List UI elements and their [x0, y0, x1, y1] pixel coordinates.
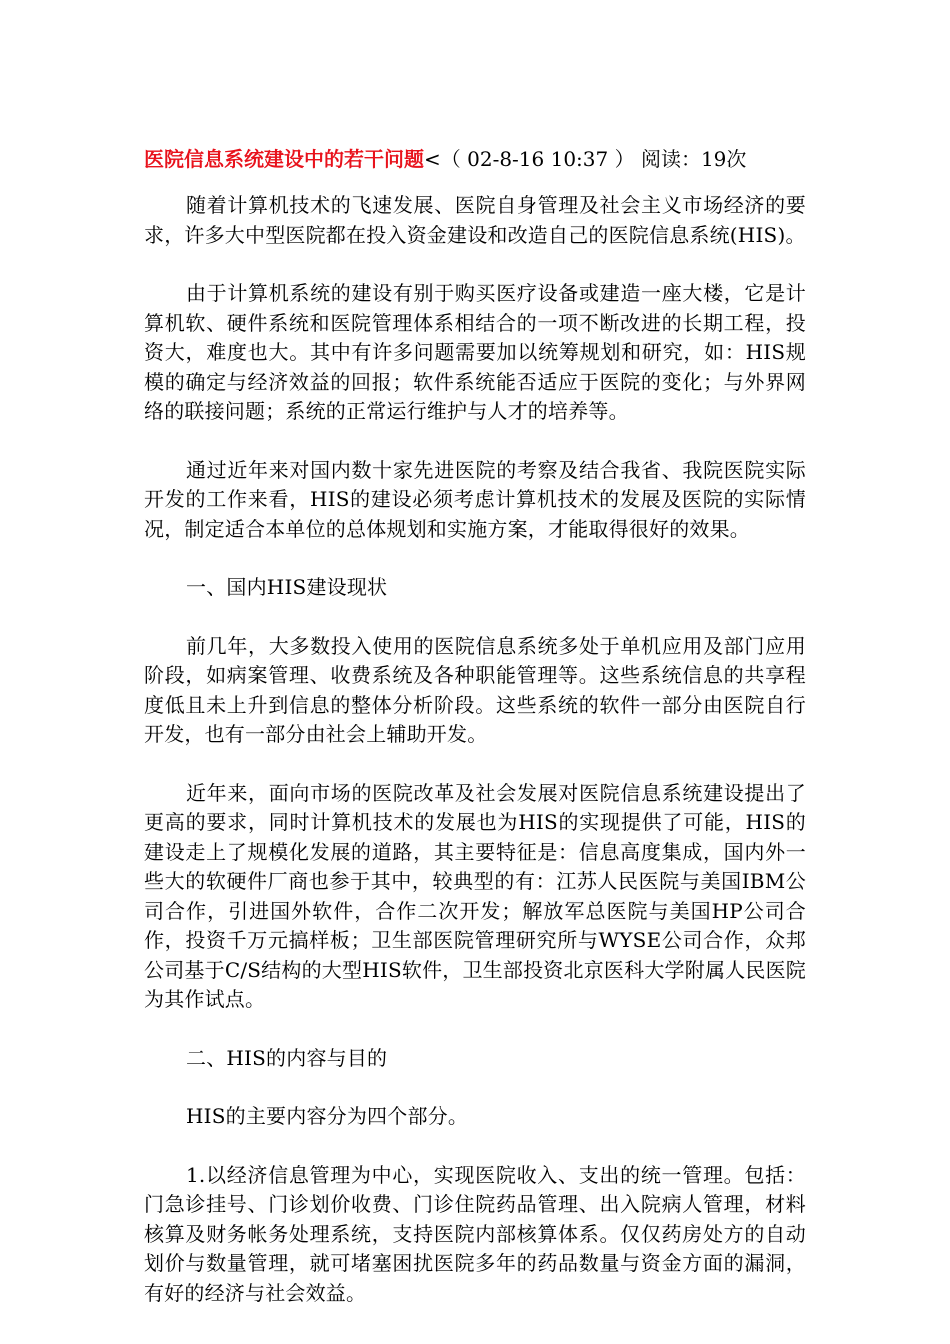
- paragraph-challenges: 由于计算机系统的建设有别于购买医疗设备或建造一座大楼，它是计算机软、硬件系统和医院管理体系相结合的一项不断改进的长期工程，投资大，难度也大。其中有许多问题需要加以统筹规划和研究，如：HIS规模的确定与经济效益的回报；软件系统能否适应于医院的变化；与外界网络的联接问题；系统的正常运行维护与人才的培养等。: [144, 281, 806, 423]
- article-meta: <（ 02-8-16 10:37 ） 阅读：19次: [424, 147, 747, 171]
- paragraph-early-stage: 前几年，大多数投入使用的医院信息系统多处于单机应用及部门应用阶段，如病案管理、收费系统及各种职能管理等。这些系统信息的共享程度低且未上升到信息的整体分析阶段。这些系统的软件一部分由医院自行开发，也有一部分由社会上辅助开发。: [144, 633, 806, 746]
- section-heading-domestic-status: 一、国内HIS建设现状: [186, 575, 388, 599]
- paragraph-recent-development: 近年来，面向市场的医院改革及社会发展对医院信息系统建设提出了更高的要求，同时计算机技术的发展也为HIS的实现提供了可能，HIS的建设走上了规模化发展的道路，其主要特征是：信息高度集成，国内外一些大的软硬件厂商也参于其中，较典型的有：江苏人民医院与美国IBM公司合作，引进国外软件，合作二次开发；解放军总医院与美国HP公司合作，投资千万元搞样板；卫生部医院管理研究所与WYSE公司合作，众邦公司基于C/S结构的大型HIS软件，卫生部投资北京医科大学附属人民医院为其作试点。: [144, 780, 806, 1011]
- article-title[interactable]: 医院信息系统建设中的若干问题: [144, 147, 424, 171]
- section-heading-content-purpose: 二、HIS的内容与目的: [186, 1045, 388, 1070]
- paragraph-four-parts: HIS的主要内容分为四个部分。: [186, 1104, 469, 1128]
- paragraph-approach: 通过近年来对国内数十家先进医院的考察及结合我省、我院医院实际开发的工作来看，HIS的建设必须考虑计算机技术的发展及医院的实际情况，制定适合本单位的总体规划和实施方案，才能取得很好的效果。: [144, 457, 806, 541]
- document-page: [144, 143, 806, 1337]
- paragraph-economic-management: 1.以经济信息管理为中心，实现医院收入、支出的统一管理。包括：门急诊挂号、门诊划价收费、门诊住院药品管理、出入院病人管理，材料核算及财务帐务处理系统，支持医院内部核算体系。仅仅药房处方的自动划价与数量管理，就可堵塞困扰医院多年的药品数量与资金方面的漏洞，有好的经济与社会效益。: [144, 1162, 806, 1305]
- article-header: [144, 143, 806, 175]
- paragraph-intro: 随着计算机技术的飞速发展、医院自身管理及社会主义市场经济的要求，许多大中型医院都在投入资金建设和改造自己的医院信息系统(HIS)。: [144, 193, 806, 247]
